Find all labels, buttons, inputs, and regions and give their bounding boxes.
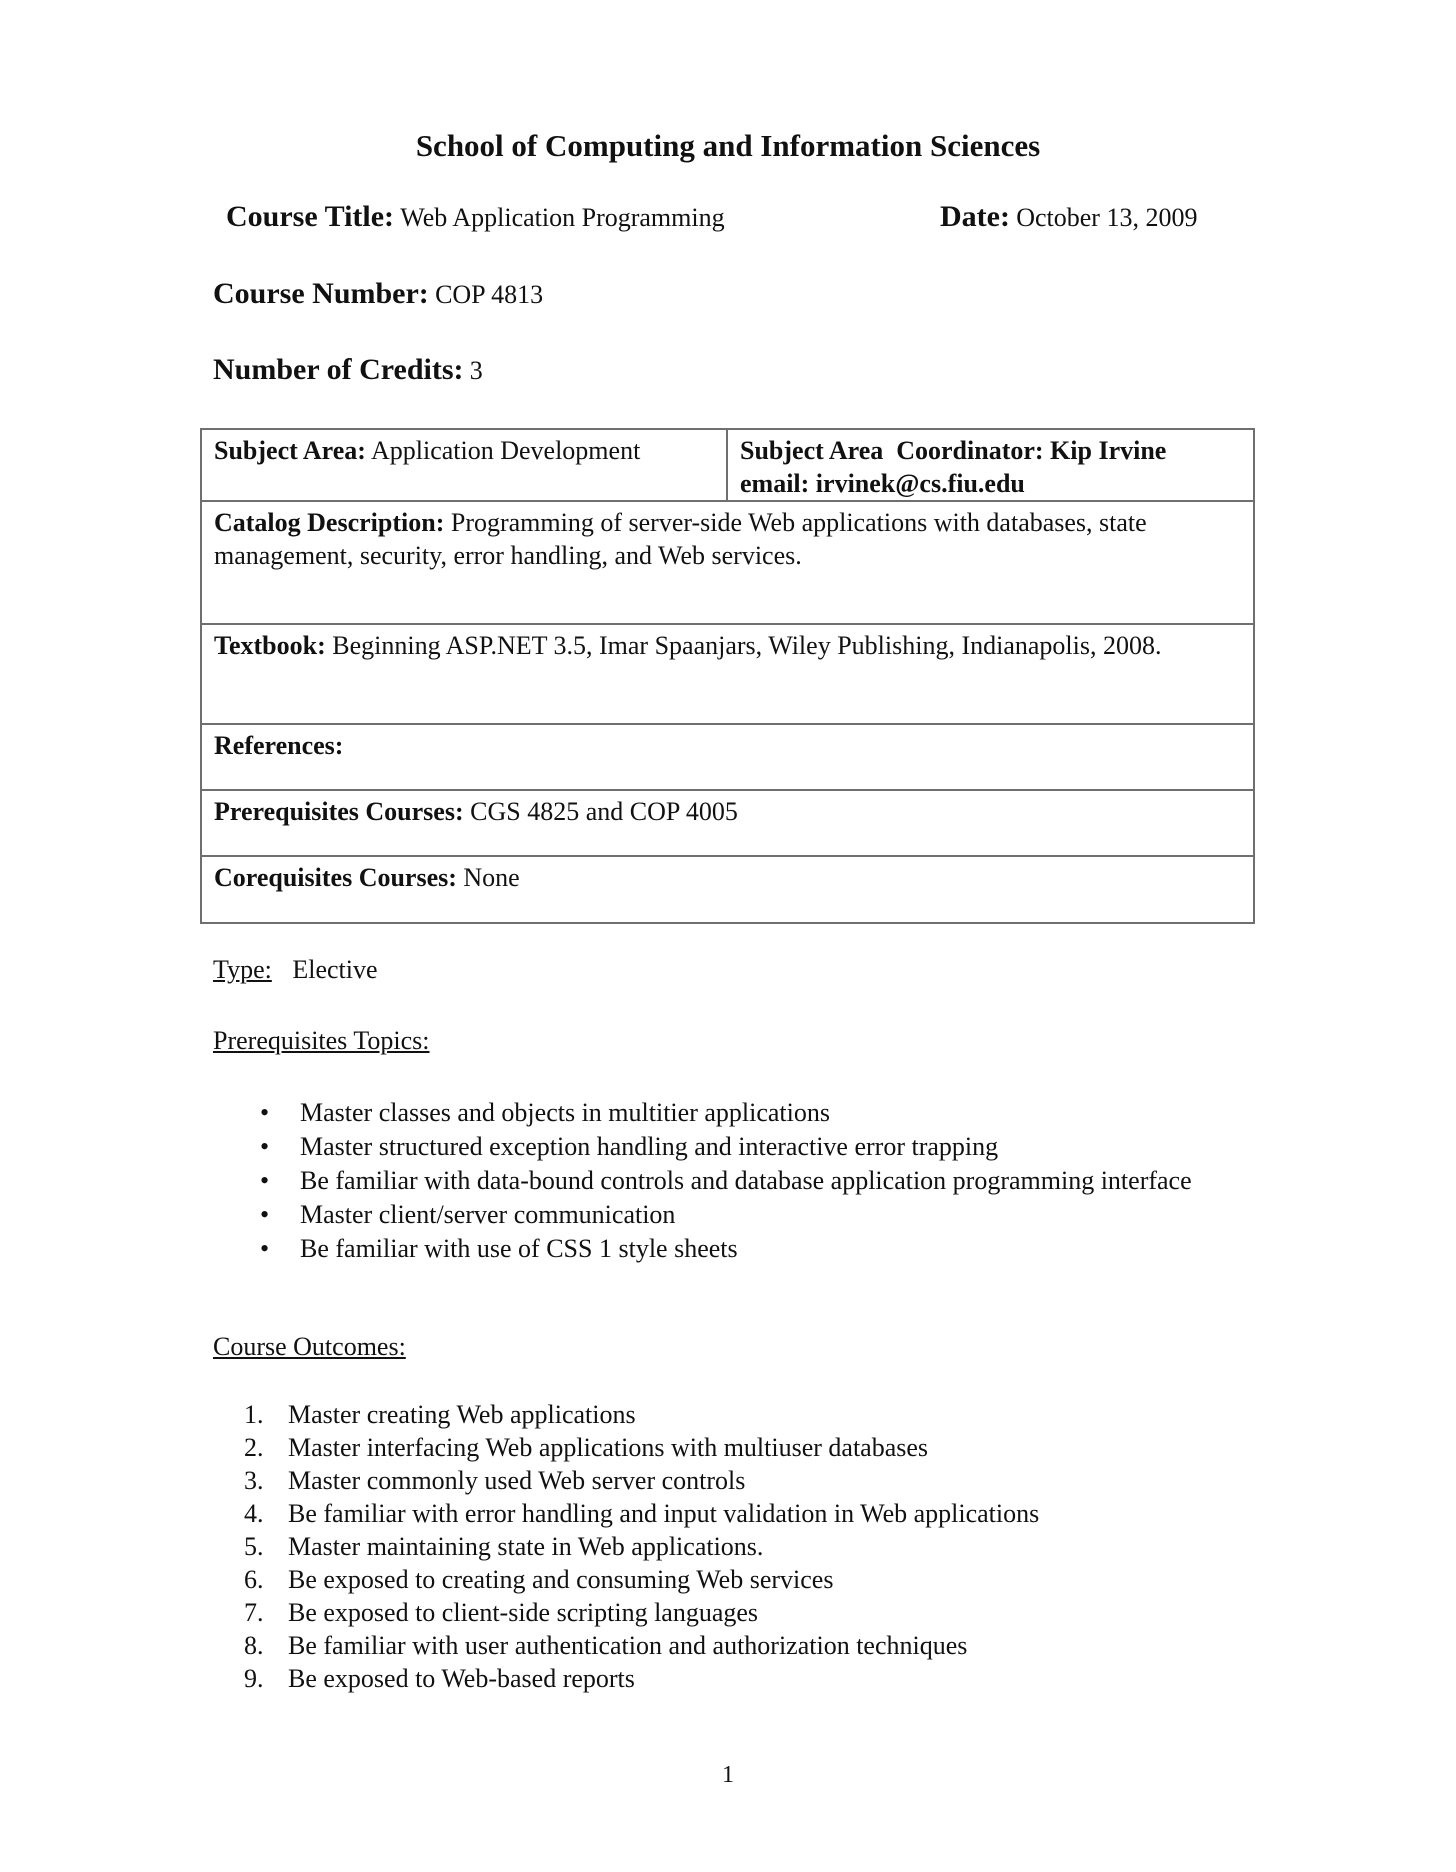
list-item xyxy=(250,1198,1200,1232)
list-item-text: Be familiar with user authentication and authorization techniques xyxy=(288,1631,968,1660)
list-item-text: Be familiar with data-bound controls and database application programming interface xyxy=(300,1166,1192,1195)
type-value: Elective xyxy=(292,955,378,984)
list-item-text: Master interfacing Web applications with multiuser databases xyxy=(288,1433,929,1462)
credits-value: 3 xyxy=(469,356,483,385)
list-item xyxy=(240,1662,1240,1695)
course-number-label: Course Number: xyxy=(213,277,429,310)
bullet-icon: • xyxy=(260,1132,270,1161)
list-number: 5. xyxy=(244,1532,264,1561)
list-item-text: Master creating Web applications xyxy=(288,1400,636,1429)
list-item-text: Master structured exception handling and interactive error trapping xyxy=(300,1132,999,1161)
course-info-table xyxy=(200,428,1255,924)
page-number: 1 xyxy=(722,1762,734,1788)
course-number-row xyxy=(213,277,543,311)
coordinator-cell xyxy=(727,429,1254,501)
table-row xyxy=(201,624,1254,724)
list-item xyxy=(240,1497,1240,1530)
credits-row xyxy=(213,353,483,387)
subject-area-label: Subject Area: xyxy=(214,436,366,465)
list-item xyxy=(240,1464,1240,1497)
list-number: 8. xyxy=(244,1631,264,1660)
date-row xyxy=(940,200,1197,234)
outcomes-heading: Course Outcomes: xyxy=(213,1332,406,1361)
list-item xyxy=(250,1232,1200,1266)
list-item-text: Master maintaining state in Web applications. xyxy=(288,1532,764,1561)
prereq-topics-heading: Prerequisites Topics: xyxy=(213,1026,430,1055)
table-row xyxy=(201,790,1254,856)
subject-area-cell xyxy=(201,429,727,501)
prereq-value: CGS 4825 and COP 4005 xyxy=(470,797,738,826)
catalog-cell xyxy=(201,501,1254,624)
course-title-value: Web Application Programming xyxy=(400,203,725,232)
list-number: 4. xyxy=(244,1499,264,1528)
prereq-label: Prerequisites Courses: xyxy=(214,797,464,826)
textbook-cell xyxy=(201,624,1254,724)
type-row xyxy=(213,955,378,985)
bullet-icon: • xyxy=(260,1166,270,1195)
table-row xyxy=(201,429,1254,501)
list-item-text: Be familiar with use of CSS 1 style sheets xyxy=(300,1234,738,1263)
list-item-text: Be familiar with error handling and input validation in Web applications xyxy=(288,1499,1040,1528)
list-item xyxy=(250,1096,1200,1130)
list-item-text: Master classes and objects in multitier applications xyxy=(300,1098,830,1127)
list-item xyxy=(240,1629,1240,1662)
list-item xyxy=(250,1130,1200,1164)
bullet-icon: • xyxy=(260,1234,270,1263)
list-item-text: Be exposed to creating and consuming Web services xyxy=(288,1565,834,1594)
list-item xyxy=(240,1431,1240,1464)
date-label: Date: xyxy=(940,200,1010,233)
list-item-text: Master client/server communication xyxy=(300,1200,676,1229)
list-item xyxy=(240,1398,1240,1431)
list-number: 1. xyxy=(244,1400,264,1429)
references-cell xyxy=(201,724,1254,790)
type-label: Type: xyxy=(213,955,272,984)
outcomes-list xyxy=(240,1398,1240,1695)
textbook-value: Beginning ASP.NET 3.5, Imar Spaanjars, Wiley Publishing, Indianapolis, 2008. xyxy=(332,631,1162,660)
coreq-value: None xyxy=(463,863,520,892)
list-number: 2. xyxy=(244,1433,264,1462)
school-title: School of Computing and Information Sciences xyxy=(415,128,1041,163)
course-number-value: COP 4813 xyxy=(435,280,544,309)
coordinator-label: Subject Area Coordinator: Kip Irvine xyxy=(740,436,1167,465)
references-label: References: xyxy=(214,731,344,760)
coreq-label: Corequisites Courses: xyxy=(214,863,457,892)
catalog-value: Programming of server-side Web applications with databases, state management, security, error handling, and Web services. xyxy=(214,508,1147,570)
date-value: October 13, 2009 xyxy=(1016,203,1198,232)
list-item xyxy=(240,1563,1240,1596)
credits-label: Number of Credits: xyxy=(213,353,464,386)
subject-area-value: Application Development xyxy=(370,436,641,465)
list-item-text: Be exposed to client-side scripting languages xyxy=(288,1598,759,1627)
list-number: 3. xyxy=(244,1466,264,1495)
bullet-icon: • xyxy=(260,1200,270,1229)
email-label: email: irvinek@cs.fiu.edu xyxy=(740,469,1025,498)
prereq-topics-list xyxy=(250,1096,1200,1266)
catalog-label: Catalog Description: xyxy=(214,508,445,537)
course-title-row xyxy=(226,200,725,234)
prereq-cell xyxy=(201,790,1254,856)
table-row xyxy=(201,501,1254,624)
list-number: 9. xyxy=(244,1664,264,1693)
course-title-label: Course Title: xyxy=(226,200,395,233)
list-number: 6. xyxy=(244,1565,264,1594)
list-item xyxy=(240,1596,1240,1629)
coreq-cell xyxy=(201,856,1254,923)
list-item xyxy=(240,1530,1240,1563)
list-item xyxy=(250,1164,1200,1198)
list-item-text: Master commonly used Web server controls xyxy=(288,1466,746,1495)
bullet-icon: • xyxy=(260,1098,270,1127)
list-item-text: Be exposed to Web-based reports xyxy=(288,1664,635,1693)
table-row xyxy=(201,856,1254,923)
list-number: 7. xyxy=(244,1598,264,1627)
textbook-label: Textbook: xyxy=(214,631,326,660)
table-row xyxy=(201,724,1254,790)
